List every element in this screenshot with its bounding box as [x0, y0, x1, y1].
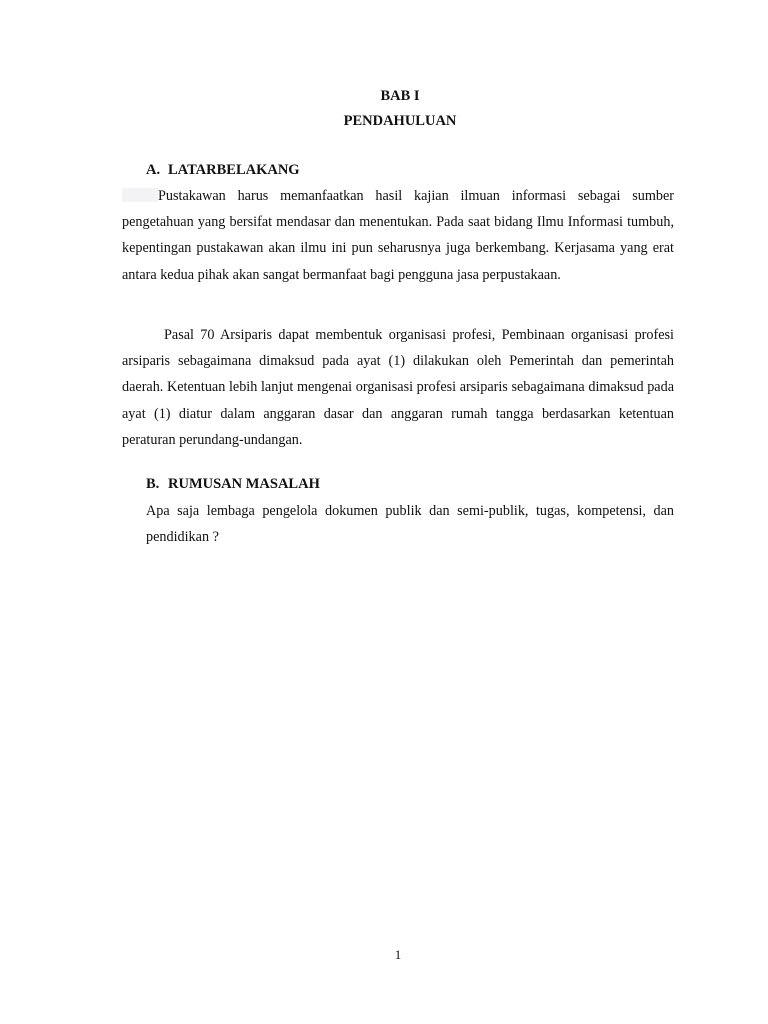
- section-title: RUMUSAN MASALAH: [168, 476, 320, 492]
- section-letter: B.: [146, 476, 160, 492]
- section-letter: A.: [146, 162, 161, 178]
- paragraph-latarbelakang-1: [122, 183, 674, 288]
- paragraph-text: Pasal 70 Arsiparis dapat membentuk organisasi profesi, Pembinaan organisasi profesi arsiparis sebagaimana dimaksud pada ayat (1) dilakukan oleh Pemerintah dan pemerintah daerah. Ketentuan lebih lanjut mengenai organisasi profesi arsiparis sebagaimana dimaksud pada ayat (1) diatur dalam anggaran dasar dan anggaran rumah tangga berdasarkan ketentuan peraturan perundang-undangan.: [122, 327, 674, 448]
- section-heading-rumusan-masalah: [146, 476, 320, 493]
- chapter-number: BAB I: [380, 88, 420, 104]
- paragraph-rumusan-masalah: Apa saja lembaga pengelola dokumen publik dan semi-publik, tugas, kompetensi, dan pendidikan ?: [146, 503, 674, 546]
- paragraph-text: Pustakawan harus memanfaatkan hasil kajian ilmuan informasi sebagai sumber pengetahuan yang bersifat mendasar dan menentukan. Pada saat bidang Ilmu Informasi tumbuh, kepentingan pustakawan akan ilmu ini pun seharusnya juga berkembang. Kerjasama yang erat antara kedua pihak akan sangat bermanfaat bagi pengguna jasa perpustakaan.: [122, 188, 674, 283]
- page-number: 1: [394, 947, 402, 962]
- indent-highlight: [122, 188, 158, 202]
- chapter-title: PENDAHULUAN: [343, 113, 457, 129]
- section-heading-latarbelakang: [146, 162, 300, 179]
- paragraph-latarbelakang-2: [122, 322, 674, 453]
- section-title: LATARBELAKANG: [168, 162, 300, 178]
